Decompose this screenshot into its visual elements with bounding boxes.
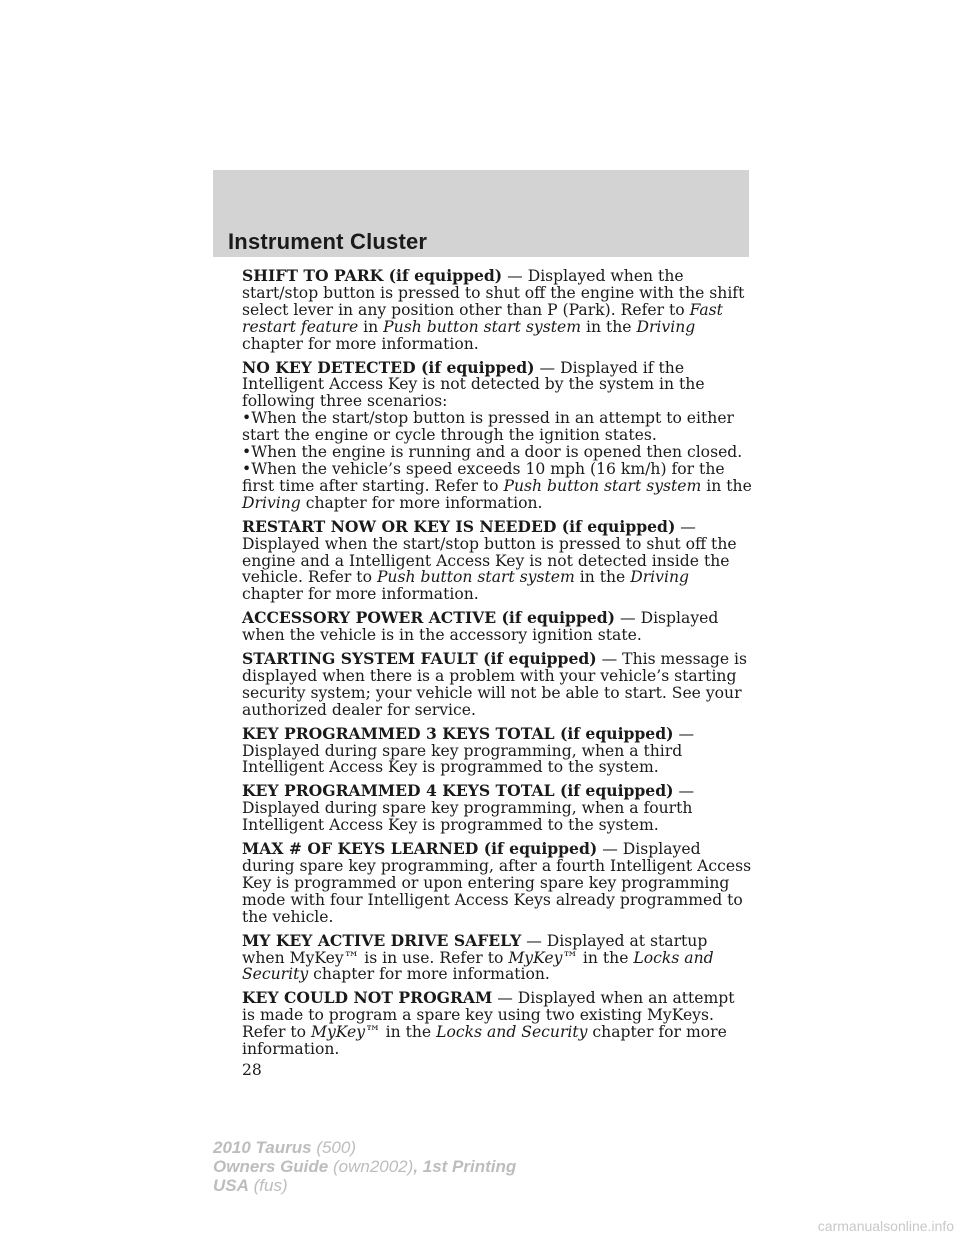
bullet-item: •When the vehicle’s speed exceeds 10 mph (16 km/h) for the first time after starting. Refer to Push button start system in the Driving chapter for more information. xyxy=(242,459,752,512)
cross-reference: Push button start system xyxy=(376,568,575,587)
entry-restart-now: RESTART NOW OR KEY IS NEEDED (if equipped) — Displayed when the start/stop button is pressed to shut off the engine and a Intelligent Access Key is not detected inside the vehicle. Refer to Push button start system in the Driving chapter for more information. xyxy=(242,516,737,604)
footer-line-model: 2010 Taurus (500) xyxy=(213,1138,357,1157)
message-label: MY KEY ACTIVE DRIVE SAFELY xyxy=(242,930,522,950)
cross-reference: Push button start system xyxy=(383,317,581,336)
entry-key-programmed-3: KEY PROGRAMMED 3 KEYS TOTAL (if equipped) — Displayed during spare key programming, when a third Intelligent Access Key is programmed to the system. xyxy=(242,723,695,777)
cross-reference: MyKey™ xyxy=(311,1023,381,1042)
message-label: NO KEY DETECTED (if equipped) xyxy=(242,357,535,377)
watermark: carmanualsonline.info xyxy=(817,1218,954,1234)
entry-key-could-not-program: KEY COULD NOT PROGRAM — Displayed when an attempt is made to program a spare key using two existing MyKeys. Refer to MyKey™ in the Locks and Security chapter for more information. xyxy=(242,988,735,1059)
cross-reference: Driving xyxy=(630,568,689,587)
cross-reference: Locks and Security xyxy=(436,1023,588,1042)
bullet-item: •When the start/stop button is pressed in an attempt to either start the engine or cycle through the ignition states. xyxy=(242,409,735,445)
document-footer xyxy=(213,1138,516,1195)
page-content xyxy=(242,268,752,1065)
message-label: MAX # OF KEYS LEARNED (if equipped) xyxy=(242,839,598,859)
cross-reference: Push button start system xyxy=(503,476,702,495)
cross-reference: MyKey™ xyxy=(508,948,578,967)
footer-line-region: USA (fus) xyxy=(213,1176,288,1195)
cross-reference: Locks and Security xyxy=(242,948,714,984)
entry-starting-system-fault: STARTING SYSTEM FAULT (if equipped) — This message is displayed when there is a problem with your vehicle’s starting security system; your vehicle will not be able to start. See your authorized dealer for service. xyxy=(242,649,748,719)
cross-reference: Driving xyxy=(242,493,301,512)
message-label: SHIFT TO PARK (if equipped) xyxy=(242,266,503,285)
message-label: KEY PROGRAMMED 4 KEYS TOTAL (if equipped) xyxy=(242,781,674,801)
page-number: 28 xyxy=(242,1061,262,1079)
section-title: Instrument Cluster xyxy=(228,229,428,254)
footer-line-guide: Owners Guide (own2002), 1st Printing xyxy=(213,1157,517,1176)
message-label: ACCESSORY POWER ACTIVE (if equipped) xyxy=(242,608,616,628)
message-label: STARTING SYSTEM FAULT (if equipped) xyxy=(242,649,597,669)
entry-no-key-detected: NO KEY DETECTED (if equipped) — Displayed if the Intelligent Access Key is not detected by the system in the following three scenarios: •When the start/stop button is pressed in an attempt to either start the engine or cycle through the ignition states. •When the engine is running and a door is opened then closed. •When the vehicle’s speed exceeds 10 mph (16 km/h) for the first time after starting. Refer to Push button start system in the Driving chapter for more information. xyxy=(242,357,752,512)
entry-shift-to-park: SHIFT TO PARK (if equipped) — Displayed when the start/stop button is pressed to shut off the engine with the shift select lever in any position other than P (Park). Refer to Fast restart feature in Push button start system in the Driving chapter for more information. xyxy=(242,266,745,353)
message-label: RESTART NOW OR KEY IS NEEDED (if equipped) xyxy=(242,516,676,536)
entry-max-keys-learned: MAX # OF KEYS LEARNED (if equipped) — Displayed during spare key programming, after a fourth Intelligent Access Key is programmed or upon entering spare key programming mode with four Intelligent Access Keys already programmed to the vehicle. xyxy=(242,839,752,926)
entry-key-programmed-4: KEY PROGRAMMED 4 KEYS TOTAL (if equipped) — Displayed during spare key programming, when a fourth Intelligent Access Key is programmed to the system. xyxy=(242,781,695,835)
message-label: KEY PROGRAMMED 3 KEYS TOTAL (if equipped) xyxy=(242,723,674,743)
entry-my-key-active: MY KEY ACTIVE DRIVE SAFELY — Displayed at startup when MyKey™ is in use. Refer to MyKey™ in the Locks and Security chapter for more information. xyxy=(242,930,714,984)
entry-accessory-power: ACCESSORY POWER ACTIVE (if equipped) — Displayed when the vehicle is in the accessory ignition state. xyxy=(242,608,719,645)
bullet-item: •When the engine is running and a door is opened then closed. xyxy=(242,443,743,462)
cross-reference: Fast restart feature xyxy=(242,300,723,336)
cross-reference: Driving xyxy=(636,317,696,336)
message-label: KEY COULD NOT PROGRAM xyxy=(242,988,493,1008)
